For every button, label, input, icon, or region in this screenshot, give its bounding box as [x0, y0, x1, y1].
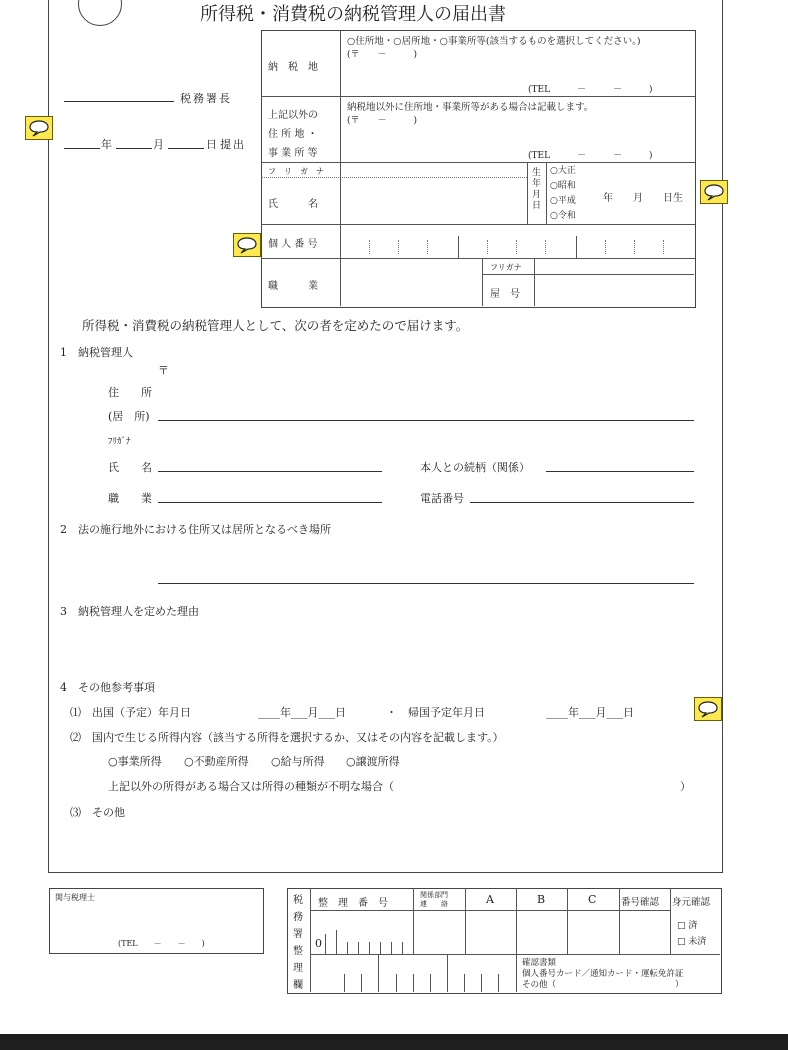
mynumber-boxes[interactable] [340, 236, 694, 258]
submit-date [64, 136, 254, 152]
s1-postal: 〒 [158, 364, 169, 377]
form-title: 所得税・消費税の納税管理人の届出書 [200, 4, 506, 25]
seiri-zero: 0 [315, 937, 322, 950]
s4-income-transfer[interactable]: ○譲渡所得 [346, 755, 400, 768]
s1-relation-field[interactable] [546, 471, 694, 472]
nozeichi-tel[interactable]: (TEL － － ) [528, 85, 653, 95]
section4-title: 4 その他参考事項 [60, 681, 155, 694]
mynumber-label: 個 人 番 号 [268, 239, 318, 250]
s4-other-label: ⑶ その他 [70, 806, 125, 819]
birth-label: 生年月日 [532, 168, 542, 211]
s4-income-label: ⑵ 国内で生じる所得内容（該当する所得を選択するか、又はその内容を記載します。） [70, 731, 504, 744]
comment-icon[interactable] [700, 180, 728, 204]
other-address-label-3: 事 業 所 等 [268, 148, 318, 159]
nozeichi-label: 納 税 地 [268, 62, 318, 73]
era-options [550, 163, 576, 223]
s1-relation-label: 本人との続柄（関係） [420, 461, 530, 474]
era-heisei[interactable]: ○平成 [550, 196, 576, 206]
bango-header: 番号確認 [621, 897, 660, 908]
other-address-label-1: 上記以外の [268, 110, 318, 121]
s4-other-income-close: ） [680, 780, 691, 793]
s4-other-income-label: 上記以外の所得がある場合又は所得の種類が不明な場合（ [108, 780, 394, 793]
kankei-header-1: 関係部門 [420, 891, 448, 899]
s1-name-label: 氏 名 [108, 461, 152, 474]
kakunin-label-1: 確認書類 [522, 958, 557, 968]
submit-label: 提出 [220, 138, 246, 151]
s4-departure-date[interactable]: ____年___月___日 [258, 706, 346, 719]
comment-icon[interactable] [694, 697, 722, 721]
section2-title: 2 法の施行地外における住所又は居所となるべき場所 [60, 523, 331, 536]
seiri-digit-boxes[interactable] [325, 930, 413, 954]
other-address-tel[interactable]: (TEL － － ) [528, 151, 653, 161]
s4-income-salary[interactable]: ○給与所得 [271, 755, 325, 768]
kakunin-label-2: 個人番号カード／通知カード・運転免許証 [522, 969, 684, 979]
s4-income-business[interactable]: ○事業所得 [108, 755, 162, 768]
s4-return-label: 帰国予定年月日 [408, 706, 485, 719]
occupation-label: 職 業 [268, 281, 318, 292]
lower-digit-boxes[interactable] [310, 954, 516, 992]
era-reiwa[interactable]: ○令和 [550, 211, 576, 221]
s1-occupation-field[interactable] [158, 502, 382, 503]
era-taisho[interactable]: ○大正 [550, 166, 576, 176]
s4-return-date[interactable]: ____年___月___日 [546, 706, 634, 719]
furigana-label: フ リ ガ ナ [268, 167, 324, 176]
mimoto-zumi[interactable]: □ 済 [677, 921, 698, 931]
birth-ymd: 年 月 日生 [603, 193, 683, 204]
s4-departure-label: ⑴ 出国（予定）年月日 [70, 706, 191, 719]
s1-phone-field[interactable] [470, 502, 694, 503]
other-address-note: 納税地以外に住所地・事業所等がある場合は記載します。 [347, 102, 594, 113]
s1-address-field[interactable] [158, 420, 694, 421]
col-c-header: C [588, 893, 597, 906]
s1-residence-label: (居 所) [108, 410, 150, 423]
section1-title: 1 納税管理人 [60, 346, 133, 359]
era-showa[interactable]: ○昭和 [550, 181, 576, 191]
nozeichi-options[interactable]: ○住所地・○居所地・○事業所等(該当するものを選択してください。) [347, 36, 641, 47]
comment-icon[interactable] [25, 116, 53, 140]
s1-address-label: 住 所 [108, 386, 152, 399]
tax-office-field[interactable] [64, 100, 174, 102]
day-field[interactable] [168, 148, 204, 149]
viewer-bottom-bar [0, 1034, 788, 1050]
s1-name-field[interactable] [158, 471, 382, 472]
mimoto-header: 身元確認 [672, 897, 711, 908]
office-col-label: 税務署整理欄 [293, 895, 303, 991]
mimoto-mizumi[interactable]: □ 未済 [677, 937, 707, 947]
s1-occupation-label: 職 業 [108, 492, 152, 505]
taxpayer-table [261, 30, 696, 308]
nozeichi-postal[interactable]: (〒 － ) [347, 50, 418, 60]
yago-furigana-label: フリガナ [490, 263, 522, 272]
month-field[interactable] [116, 148, 152, 149]
name-label: 氏 名 [268, 199, 318, 210]
day-label: 日 [206, 138, 217, 151]
comment-icon[interactable] [233, 233, 261, 257]
s4-income-realestate[interactable]: ○不動産所得 [184, 755, 249, 768]
other-address-label-2: 住 所 地 ・ [268, 129, 318, 140]
intro-text: 所得税・消費税の納税管理人として、次の者を定めたので届けます。 [82, 318, 469, 333]
tax-office-suffix: 税務署長 [180, 92, 232, 105]
month-label: 月 [153, 138, 164, 151]
s1-phone-label: 電話番号 [420, 492, 464, 505]
s1-furigana-label: ﾌﾘｶﾞﾅ [108, 437, 131, 447]
year-label: 年 [101, 138, 112, 151]
s2-field[interactable] [158, 583, 694, 584]
s4-dot: ・ [386, 706, 397, 719]
tax-accountant-tel: (TEL － － ) [118, 939, 205, 948]
col-b-header: B [537, 893, 546, 906]
year-field[interactable] [64, 148, 100, 149]
tax-accountant-label: 関与税理士 [55, 893, 95, 902]
kakunin-label-3: その他（ ） [522, 980, 684, 990]
kankei-header-2: 連 絡 [420, 900, 448, 908]
other-address-postal[interactable]: (〒 － ) [347, 116, 418, 126]
section3-title: 3 納税管理人を定めた理由 [60, 605, 199, 618]
yago-label: 屋 号 [490, 289, 520, 300]
col-a-header: A [486, 893, 494, 906]
seiri-header: 整 理 番 号 [318, 898, 388, 909]
